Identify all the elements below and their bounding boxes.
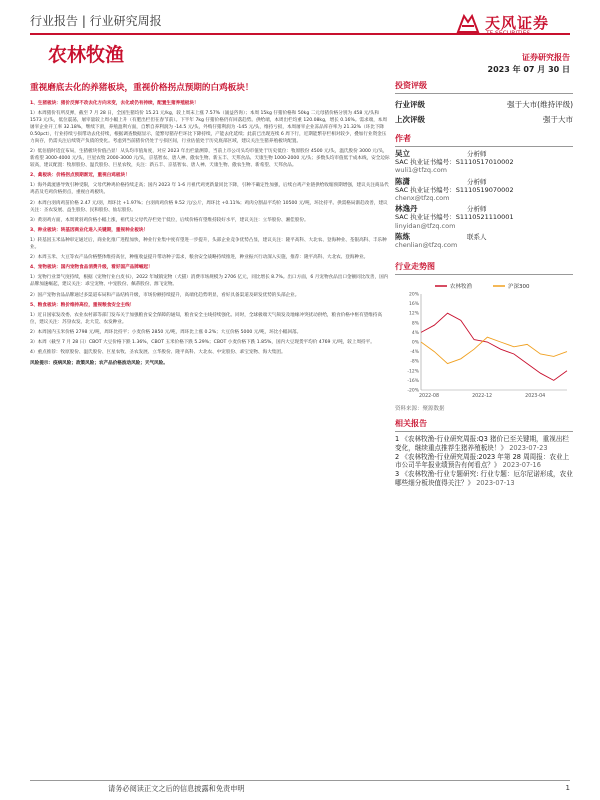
y-tick-label: -12% xyxy=(407,369,419,375)
body-paragraph: 1）本周猪价有所反弹，截至 7 月 28 日，全国生猪均价 15.21 元/kg，较上周末上涨 7.57%（涌益咨询）；本周 15kg 仔猪价格和 50kg 二元母猪价格分别为 458 元/头和 1573 元/头，低位震荡，屠宰量较上周小幅上升（有肥出栏但在春节前）。下半年 7kg 仔猪价格仍有回落趋势。供给端，本周出栏均重 120.08kg，增长 0.16%。需求端，本周屠宰企业开工率 32.18%，继续下滑，养殖盈利方面，自繁自养利润为 -14.5 元/头，外购仔猪利润为 -145 元/头，维持亏损，本周屠宰企业冻品库存率为 21.32%（环比下降 0.50pct），行业持续亏损带动去化持续，根据调查数据显示，能繁母猪存栏环比下降持续，产能去化延续；此前已出现连续 6 周下行，近期能繁存栏相对较少，叠加行业资金压力尚存，仍需关注后续资产负债的变化。考虑到当前猪价仍处于亏损区间，行业估值处于历史底部区域，建议关注生猪养殖板块配置。 xyxy=(30,111,387,144)
body-paragraph: 2）低估值时适宜布局，生猪板块价值凸显！从头均市值角度，对应 2023 年出栏量测算，当前上市公司头均市值处于历史低位：牧原股份 4500 元/头，温氏股份 3000 元/头，新希望 3000-4000 元/头，巨星农牧 2000-3000 元/头，京基智农、唐人神、傲农生物、新五丰、天邦食品、天康生物 1000-2000 元/头；多数头均市值低于成本线，安全边际较高，建议配置：牧原股份、温氏股份、巨星农牧，关注：新五丰、京基智农、唐人神、天康生物、傲农生物、新希望、天邦食品。 xyxy=(30,149,390,169)
related-report[interactable] xyxy=(395,453,573,470)
related-title[interactable]: 3 《农林牧渔-行业专题研究: 行业专题：厄尔尼诺形成，农业哪些细分板块值得关注？》 xyxy=(395,470,573,487)
analyst-email[interactable]: linyidan@tfzq.com xyxy=(395,221,456,230)
cert-number: S1110517010002 xyxy=(455,158,514,167)
y-tick-label: -4% xyxy=(410,350,419,356)
y-tick-label: 16% xyxy=(408,302,419,308)
analyst-card xyxy=(395,150,573,175)
page-title: 农林牧渔 xyxy=(48,44,125,66)
y-tick-label: -8% xyxy=(410,359,419,365)
section-heading: 4、宠物板块：国内宠物食品消费升级，看好国产品牌崛起！ xyxy=(30,265,153,271)
legend-label: 沪深300 xyxy=(508,284,530,291)
rating-row xyxy=(395,97,573,112)
sidebar xyxy=(395,80,573,488)
y-tick-label: -16% xyxy=(407,379,419,385)
series-line-1 xyxy=(421,337,567,363)
cert-label: SAC 执业证书编号： xyxy=(395,213,456,222)
analyst-role: 分析师 xyxy=(467,177,487,186)
body-paragraph: 2）本周玉米、大豆等农产品价格整体维持高位，种植收益提升带动种子需求，粮食安全战略持续推进，种业振兴行动深入实施，推荐：隆平高科、大北农、登海种业。 xyxy=(30,255,369,261)
body-paragraph: 2）国产宠物食品品牌通过多渠道布局和产品结构升级，市场份额持续提升，高端化趋势明显，看好具备渠道及研发优势的头部企业。 xyxy=(30,292,300,298)
body-paragraph: 1）宠物行业景气度持续，根据《宠物行业白皮书》，2022 年城镇宠物（犬猫）消费市场规模为 2706 亿元，同比增长 8.7%。出口方面，6 月宠物食品出口金额同比改善，国内品牌加速崛起，建议关注：乖宝宠物、中宠股份、佩蒂股份、源飞宠物。 xyxy=(30,275,389,288)
analyst-name: 林逸丹 xyxy=(395,204,418,214)
header-divider xyxy=(30,33,570,35)
analyst-role: 分析师 xyxy=(467,150,487,158)
doc-date: 2023 年 07 月 30 日 xyxy=(487,65,570,74)
analyst-name: 陈炼 xyxy=(395,231,410,241)
analyst-role: 分析师 xyxy=(467,205,487,214)
cert-label: SAC 执业证书编号： xyxy=(395,185,456,194)
body-paragraph: 1）转基因玉米品种审定通过后，商业化推广进程加快，种业行业集中度有望进一步提升，头部企业竞争优势凸显，建议关注：隆平高科、大北农、登海种业、荃银高科、丰乐种业。 xyxy=(30,237,387,250)
body-paragraph: 2）本周白羽肉鸡苗价格 2.47 元/羽，周环比 +1.97%；白羽肉鸡价格 9.52 元/公斤，周环比 +0.11%；鸡肉分割品平均价 10500 元/吨，环比持平。供需格局渐趋改善，建议关注：圣农发展、益生股份、民和股份、仙坛股份。 xyxy=(30,200,388,213)
footer-divider xyxy=(30,780,570,781)
rating-value: 强于大市(维持评级) xyxy=(507,100,573,109)
analyst-card xyxy=(395,178,573,203)
risk-warning: 风险提示：疫病风险；政策风险；农产品价格波动风险；天气风险。 xyxy=(30,361,168,367)
y-tick-label: 20% xyxy=(408,292,419,298)
related-date: 2023-07-16 xyxy=(502,461,541,470)
trend-heading: 行业走势图 xyxy=(395,261,573,275)
analyst-name: 吴立 xyxy=(395,149,410,158)
y-tick-label: 12% xyxy=(408,311,419,317)
body-paragraph: 1）海外禽流感导致引种受限，父母代种鸡价格持续走高；国内 2023 年 1-6 月祖代鸡更新量同比下降，引种不确定性加强，后续白鸡产业链供给收缩预期增强，建议关注商品代鸡苗及毛鸡价格拐点，重视白鸡板块。 xyxy=(30,183,389,196)
series-line-0 xyxy=(421,313,567,380)
body-paragraph: 2）本周国内玉米价格 2798 元/吨，周环比持平；小麦价格 2850 元/吨，周环比上涨 0.2%；大豆价格 5000 元/吨，环比小幅回落。 xyxy=(30,329,302,335)
section-heading: 5、粮食板块：粮价维持高位，重视粮食安全主线！ xyxy=(30,302,135,308)
report-category: 行业报告 | 行业研究周报 xyxy=(30,14,162,28)
cert-number: S1110521110001 xyxy=(455,213,514,222)
report-body xyxy=(30,98,390,370)
y-tick-label: 8% xyxy=(411,321,419,327)
x-tick-label: 2023-04 xyxy=(525,394,546,400)
x-tick-label: 2022-12 xyxy=(472,394,493,400)
analyst-email[interactable]: chenlian@tfzq.com xyxy=(395,241,458,250)
rating-row xyxy=(395,112,573,127)
analyst-name: 陈潇 xyxy=(395,176,410,186)
section-heading: 1、生猪板块：猪价反弹不改去化方向未变，去化或仍有持续，配置生猪养殖板块！ xyxy=(30,101,199,106)
section-heading: 2、禽板块：价格拐点预期渐近，重视白鸡板块！ xyxy=(30,173,130,179)
disclaimer: 请务必阅读正文之后的信息披露和免责申明 xyxy=(108,784,245,793)
rating-key: 上次评级 xyxy=(395,115,425,124)
related-title[interactable]: 1 《农林牧渔-行业研究周报:Q3 猪价已至关键期，重视出栏变化，继续重点推荐生猪养殖板块！》 xyxy=(395,435,570,452)
related-date: 2023-07-13 xyxy=(476,478,515,487)
rating-key: 行业评级 xyxy=(395,100,425,109)
y-tick-label: -20% xyxy=(407,388,419,394)
related-report[interactable] xyxy=(395,435,573,452)
section-heading: 3、种业板块：转基因商业化进入关键期，重视种业板块！ xyxy=(30,227,149,233)
doc-type: 证券研究报告 xyxy=(522,53,570,62)
related-heading: 相关报告 xyxy=(395,418,573,432)
analyst-role: 联系人 xyxy=(467,232,487,241)
tf-securities-logo xyxy=(455,8,570,40)
related-report[interactable] xyxy=(395,470,573,487)
legend-label: 农林牧渔 xyxy=(450,284,473,291)
related-date: 2023-07-23 xyxy=(509,443,548,452)
cert-number: S1110519070002 xyxy=(455,185,514,194)
analyst-card xyxy=(395,205,573,230)
analyst-email[interactable]: chenx@tfzq.com xyxy=(395,194,450,203)
analyst-card xyxy=(395,233,573,249)
industry-trend-chart xyxy=(395,278,573,403)
body-paragraph: 4）重点推荐：牧原股份、温氏股份、巨星农牧、圣农发展、立华股份、隆平高科、大北农、中宠股份、乖宝宠物、海大集团。 xyxy=(30,350,286,356)
analyst-email[interactable]: wuli1@tfzq.com xyxy=(395,166,448,175)
logo-text-cn: 天风证券 xyxy=(485,14,550,32)
cert-label: SAC 执业证书编号： xyxy=(395,158,456,167)
rating-value: 强于大市 xyxy=(543,115,573,124)
y-tick-label: 4% xyxy=(411,331,419,337)
page-number: 1 xyxy=(565,784,570,792)
invest-rating-heading: 投资评级 xyxy=(395,80,573,94)
trend-chart-svg xyxy=(395,278,573,403)
body-paragraph: 1）近日国家发改委、农业农村部等部门发布关于加强粮食安全保障的通知，粮食安全主线持续强化。同时，全球极端天气频发及地缘冲突扰动供给，粮食价格中枢有望维持高位，建议关注：苏垦农发、北大荒、农发种业。 xyxy=(30,312,383,325)
report-headline: 重视磨底去化的养猪板块，重视价格拐点预期的白鸡板块！ xyxy=(30,83,254,93)
chart-source: 资料来源：聚源数据 xyxy=(395,406,445,413)
body-paragraph: 3）本周（截至 7 月 28 日）CBOT 大豆价格下跌 1.36%，CBOT 玉米价格下跌 5.29%；CBOT 小麦价格下跌 1.85%，国内大豆现货平均价 4769 元/吨，较上周持平。 xyxy=(30,340,375,346)
x-tick-label: 2022-08 xyxy=(418,394,440,400)
related-title[interactable]: 2 《农林牧渔-行业研究周报:2023 年第 28 周周报：农业上市公司半年报业绩预告有何看点？》 xyxy=(395,452,570,470)
authors-heading: 作者 xyxy=(395,133,573,147)
y-tick-label: 0% xyxy=(411,340,419,346)
body-paragraph: 3）黄羽鸡方面，本周黄羽鸡价格小幅上涨，祖代及父母代存栏处于低位，后续价格有望维持较好水平，建议关注：立华股份、湘佳股份。 xyxy=(30,217,309,223)
